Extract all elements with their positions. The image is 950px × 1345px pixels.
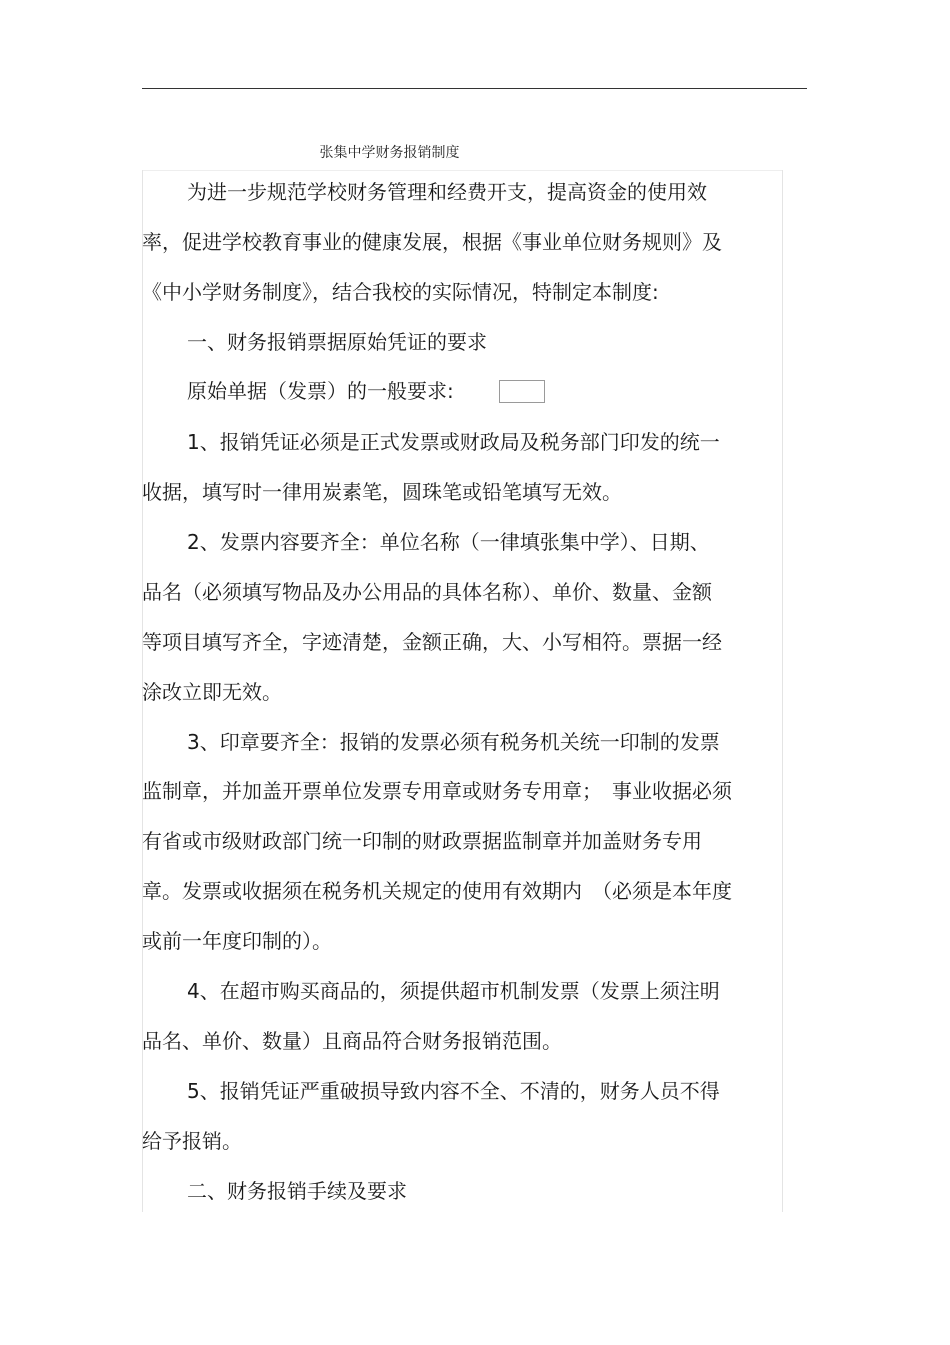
item-1-line-1: 1、报销凭证必须是正式发票或财政局及税务部门印发的统一 (187, 430, 720, 454)
paragraph-line-1: 为进一步规范学校财务管理和经费开支，提高资金的使用效 (187, 180, 707, 204)
header-rule (142, 88, 807, 89)
item-3-line-4: 章。发票或收据须在税务机关规定的使用有效期内 （必须是本年度 (142, 879, 732, 903)
item-1-line-2: 收据，填写时一律用炭素笔，圆珠笔或铅笔填写无效。 (142, 480, 622, 504)
paragraph-line-2: 率，促进学校教育事业的健康发展，根据《事业单位财务规则》及 (142, 230, 722, 254)
item-2-line-1: 2、发票内容要齐全：单位名称（一律填张集中学）、日期、 (187, 530, 710, 554)
item-3-line-1: 3、印章要齐全：报销的发票必须有税务机关统一印制的发票 (187, 730, 720, 754)
document-title: 张集中学财务报销制度 (319, 145, 460, 161)
section-heading-2: 二、财务报销手续及要求 (187, 1179, 407, 1203)
item-3-line-2: 监制章，并加盖开票单位发票专用章或财务专用章； 事业收据必须 (142, 779, 732, 803)
item-4-line-2: 品名、单价、数量）且商品符合财务报销范围。 (142, 1029, 562, 1053)
frame-right-border (782, 170, 783, 1212)
item-2-line-4: 涂改立即无效。 (142, 680, 282, 704)
item-5-line-2: 给予报销。 (142, 1129, 242, 1153)
item-4-line-1: 4、在超市购买商品的，须提供超市机制发票（发票上须注明 (187, 979, 720, 1003)
item-3-line-5: 或前一年度印制的）。 (142, 929, 332, 953)
subheading-general-requirements: 原始单据（发票）的一般要求: (187, 379, 454, 403)
section-heading-1: 一、财务报销票据原始凭证的要求 (187, 330, 487, 354)
paragraph-line-3: 《中小学财务制度》，结合我校的实际情况，特制定本制度: (142, 280, 659, 304)
blank-field-box (499, 380, 545, 403)
item-5-line-1: 5、报销凭证严重破损导致内容不全、不清的，财务人员不得 (187, 1079, 720, 1103)
item-3-line-3: 有省或市级财政部门统一印制的财政票据监制章并加盖财务专用 (142, 829, 702, 853)
item-2-line-3: 等项目填写齐全，字迹清楚，金额正确，大、小写相符。票据一经 (142, 630, 722, 654)
item-2-line-2: 品名（必须填写物品及办公用品的具体名称）、单价、数量、金额 (142, 580, 712, 604)
frame-top-border (142, 170, 782, 171)
